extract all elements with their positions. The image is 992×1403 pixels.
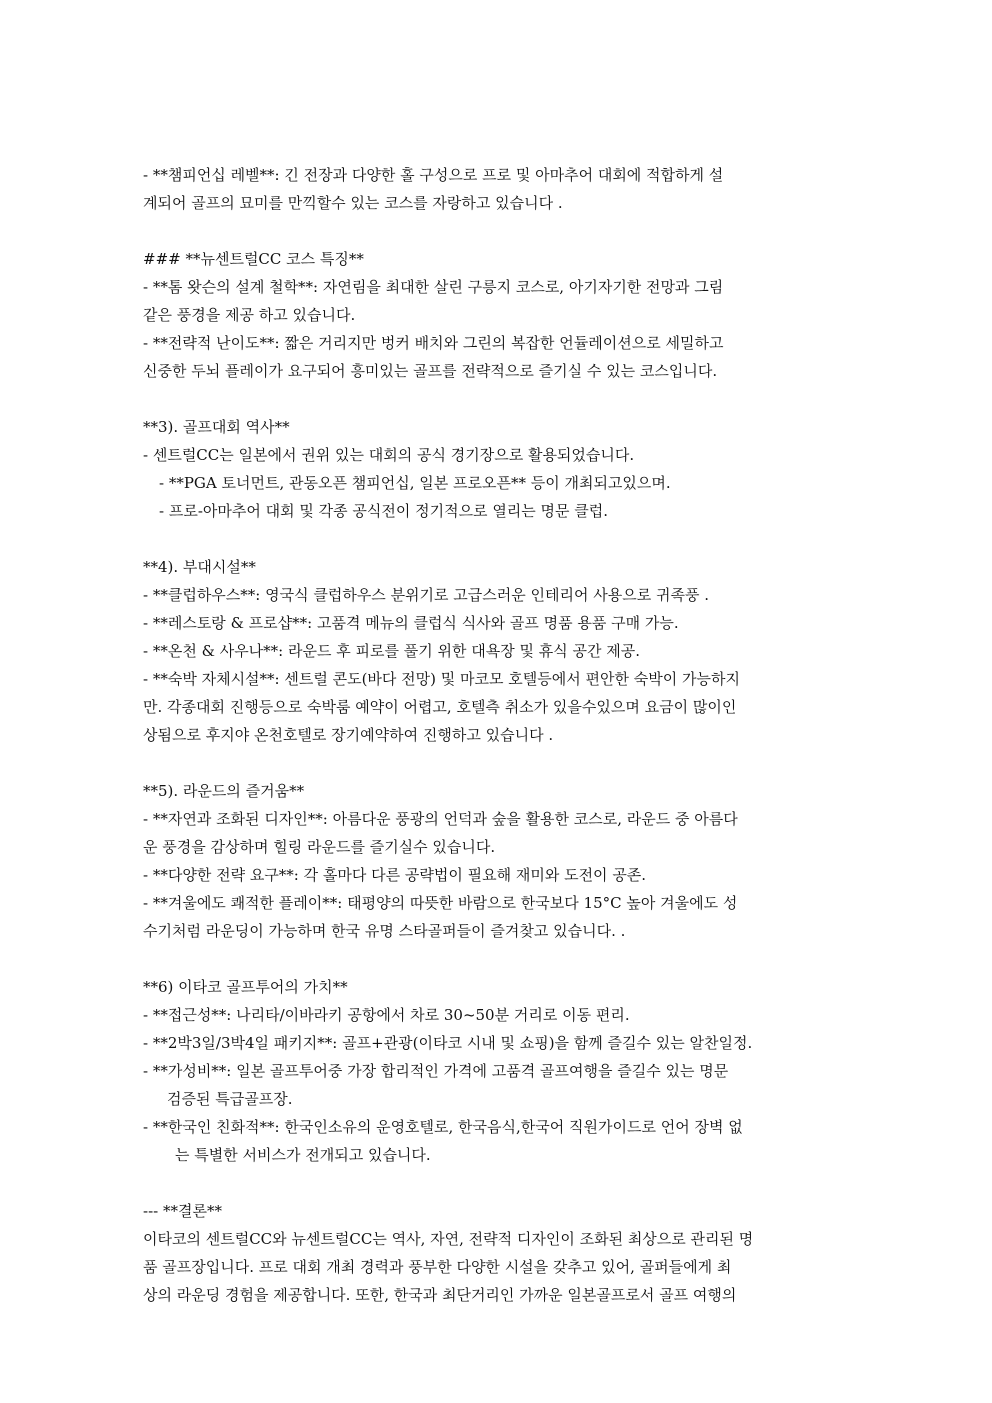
- text-line: 운 풍경을 감상하며 힐링 라운드를 즐기실수 있습니다.: [143, 838, 496, 856]
- text-line: - 센트럴CC는 일본에서 권위 있는 대회의 공식 경기장으로 활용되었습니다.: [143, 446, 635, 464]
- text-line: - **톰 왓슨의 설계 철학**: 자연림을 최대한 살린 구릉지 코스로, 아기자기한 전망과 그림: [143, 278, 724, 296]
- text-line: 같은 풍경을 제공 하고 있습니다.: [143, 306, 356, 324]
- text-line: - **겨울에도 쾌적한 플레이**: 태평양의 따뜻한 바람으로 한국보다 15°C 높아 겨울에도 성: [143, 894, 738, 912]
- text-line: - **다양한 전략 요구**: 각 홀마다 다른 공략법이 필요해 재미와 도전이 공존.: [143, 866, 647, 884]
- text-line: - **접근성**: 나리타/이바라키 공항에서 차로 30~50분 거리로 이동 편리.: [143, 1006, 630, 1024]
- text-line: - **자연과 조화된 디자인**: 아름다운 풍광의 언덕과 숲을 활용한 코스로, 라운드 중 아름다: [143, 810, 738, 828]
- text-line: - **가성비**: 일본 골프투어중 가장 합리적인 가격에 고품격 골프여행을 즐길수 있는 명문: [143, 1062, 729, 1080]
- block-championship: [143, 161, 851, 217]
- text-line: - **숙박 자체시설**: 센트럴 콘도(바다 전망) 및 마코모 호텔등에서 편안한 숙박이 가능하지: [143, 670, 740, 688]
- block-round-enjoyment: [143, 777, 851, 945]
- text-line: 상됨으로 후지야 온천호텔로 장기예약하여 진행하고 있습니다 .: [143, 726, 554, 744]
- paragraph-gap: [143, 1169, 851, 1197]
- section-heading: **5). 라운드의 즐거움**: [143, 782, 305, 800]
- paragraph-gap: [143, 525, 851, 553]
- text-line: - **PGA 토너먼트, 관동오픈 챔피언십, 일본 프로오픈** 등이 개최되고있으며.: [159, 474, 671, 492]
- text-line: - **레스토랑 & 프로샵**: 고품격 메뉴의 클럽식 식사와 골프 명품 용품 구매 가능.: [143, 614, 679, 632]
- section-heading: **3). 골프대회 역사**: [143, 418, 290, 436]
- block-tour-value: [143, 973, 851, 1169]
- text-line: 계되어 골프의 묘미를 만끽할수 있는 코스를 자랑하고 있습니다 .: [143, 194, 563, 212]
- text-line: - **클럽하우스**: 영국식 클럽하우스 분위기로 고급스러운 인테리어 사용으로 귀족풍 .: [143, 586, 709, 604]
- section-heading: **6) 이타코 골프투어의 가치**: [143, 978, 348, 996]
- paragraph-gap: [143, 945, 851, 973]
- text-line: - **2박3일/3박4일 패키지**: 골프+관광(이타코 시내 및 쇼핑)을 함께 즐길수 있는 알찬일정.: [143, 1034, 753, 1052]
- block-conclusion: [143, 1197, 851, 1309]
- block-tournament-history: [143, 413, 851, 525]
- block-new-central-features: [143, 245, 851, 385]
- section-heading: --- **결론**: [143, 1202, 222, 1220]
- text-line: - **전략적 난이도**: 짧은 거리지만 벙커 배치와 그린의 복잡한 언듈레이션으로 세밀하고: [143, 334, 724, 352]
- text-line: - 프로-아마추어 대회 및 각종 공식전이 정기적으로 열리는 명문 클럽.: [159, 502, 609, 520]
- text-line: 이타코의 센트럴CC와 뉴센트럴CC는 역사, 자연, 전략적 디자인이 조화된 최상으로 관리된 명: [143, 1230, 754, 1248]
- text-line: 수기처럼 라운딩이 가능하며 한국 유명 스타골퍼들이 즐겨찾고 있습니다. .: [143, 922, 626, 940]
- section-heading: **4). 부대시설**: [143, 558, 256, 576]
- text-line: 만. 각종대회 진행등으로 숙박룸 예약이 어렵고, 호텔측 취소가 있을수있으며 요금이 많이인: [143, 698, 737, 716]
- block-facilities: [143, 553, 851, 749]
- text-line: - **온천 & 사우나**: 라운드 후 피로를 풀기 위한 대욕장 및 휴식 공간 제공.: [143, 642, 640, 660]
- text-line: 품 골프장입니다. 프로 대회 개최 경력과 풍부한 다양한 시설을 갖추고 있어, 골퍼들에게 최: [143, 1258, 732, 1276]
- paragraph-gap: [143, 749, 851, 777]
- text-line: 는 특별한 서비스가 전개되고 있습니다.: [175, 1146, 431, 1164]
- paragraph-gap: [143, 217, 851, 245]
- section-heading: ### **뉴센트럴CC 코스 특징**: [143, 250, 364, 268]
- text-line: - **한국인 친화적**: 한국인소유의 운영호텔로, 한국음식,한국어 직원가이드로 언어 장벽 없: [143, 1118, 743, 1136]
- text-line: 검증된 특급골프장.: [167, 1090, 293, 1108]
- text-line: - **챔피언십 레벨**: 긴 전장과 다양한 홀 구성으로 프로 및 아마추어 대회에 적합하게 설: [143, 166, 724, 184]
- document-body: [143, 161, 851, 1309]
- text-line: 상의 라운딩 경험을 제공합니다. 또한, 한국과 최단거리인 가까운 일본골프로서 골프 여행의: [143, 1286, 737, 1304]
- text-line: 신중한 두뇌 플레이가 요구되어 흥미있는 골프를 전략적으로 즐기실 수 있는 코스입니다.: [143, 362, 718, 380]
- paragraph-gap: [143, 385, 851, 413]
